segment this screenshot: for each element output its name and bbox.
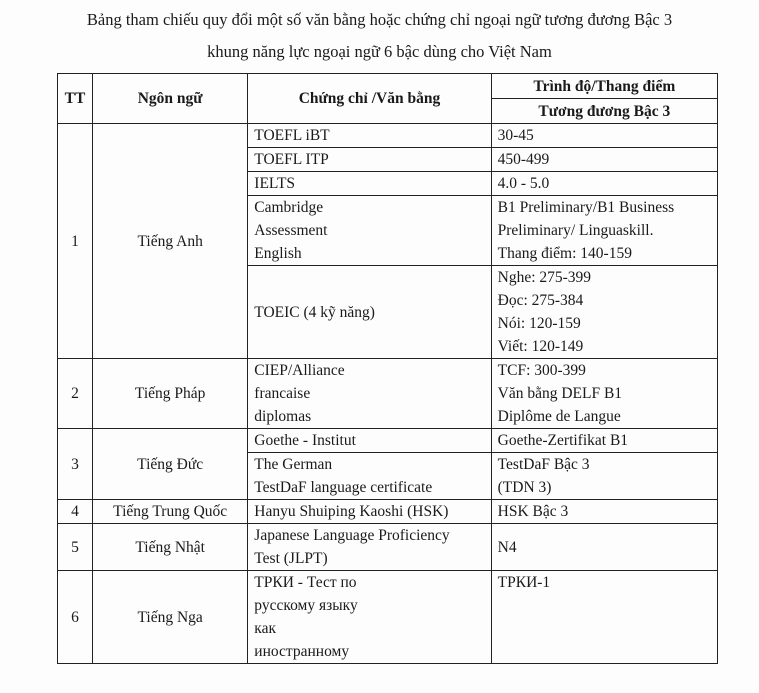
cell-language: Tiếng Nga (93, 571, 248, 664)
cell-certificate (248, 124, 491, 148)
level-line: 4.0 - 5.0 (497, 175, 550, 192)
equivalence-table (57, 73, 718, 664)
header-level-line-2: Tương đương Bậc 3 (491, 99, 717, 124)
level-line: Nói: 120-159 (497, 315, 581, 332)
level-line: TCF: 300-399 (497, 362, 586, 379)
cell-certificate (248, 500, 491, 524)
cell-certificate (248, 524, 491, 571)
certificate-line: Assessment (254, 222, 328, 239)
level-line: N4 (497, 538, 517, 556)
table-row (58, 571, 718, 664)
cell-certificate (248, 148, 491, 172)
level-line: B1 Preliminary/B1 Business (497, 199, 675, 216)
header-row (58, 74, 718, 99)
header-level-line-1: Trình độ/Thang điểm (491, 74, 717, 99)
certificate-line: IELTS (254, 175, 296, 192)
level-line: Nghe: 275-399 (497, 269, 592, 286)
certificate-line: Hanyu Shuiping Kaoshi (HSK) (254, 503, 449, 520)
level-line: 30-45 (497, 127, 534, 144)
cell-level (491, 172, 717, 196)
level-line: Goethe-Zertifikat B1 (497, 432, 629, 449)
table-row (58, 524, 718, 571)
cell-certificate (248, 453, 491, 500)
cell-language: Tiếng Trung Quốc (93, 500, 248, 524)
cell-language: Tiếng Nhật (93, 524, 248, 571)
cell-level (491, 359, 717, 429)
table-row (58, 124, 718, 148)
cell-level (491, 429, 717, 453)
level-line: HSK Bậc 3 (497, 503, 569, 520)
document-title-line-2: khung năng lực ngoại ngữ 6 bậc dùng cho Việt Nam (207, 42, 552, 61)
cell-tt: 2 (58, 359, 93, 429)
table-body (58, 124, 718, 664)
certificate-line: francaise (254, 385, 311, 402)
cell-level (491, 266, 717, 359)
cell-tt: 3 (58, 429, 93, 500)
level-line: 450-499 (497, 151, 550, 168)
table-row (58, 429, 718, 453)
cell-level (491, 500, 717, 524)
cell-tt: 4 (58, 500, 93, 524)
level-line: ТРКИ-1 (497, 574, 551, 591)
certificate-line: иностранному (254, 643, 350, 660)
certificate-line: русскому языку (254, 597, 358, 614)
cell-certificate (248, 359, 491, 429)
certificate-line: CIEP/Alliance (254, 362, 345, 379)
level-line: Viết: 120-149 (497, 338, 584, 355)
certificate-line: diplomas (254, 408, 312, 425)
cell-level (491, 148, 717, 172)
table-row (58, 359, 718, 429)
level-line: Thang điểm: 140-159 (497, 245, 632, 262)
cell-level (491, 453, 717, 500)
cell-tt: 1 (58, 124, 93, 359)
cell-level (491, 124, 717, 148)
level-line: Preliminary/ Linguaskill. (497, 222, 654, 239)
certificate-line: Cambridge (254, 199, 324, 216)
certificate-line: TOEFL iBT (254, 127, 330, 144)
certificate-line: Goethe - Institut (254, 432, 356, 449)
certificate-line: TestDaF language certificate (254, 479, 433, 496)
cell-certificate (248, 429, 491, 453)
document-title-line-1: Bảng tham chiếu quy đổi một số văn bằng hoặc chứng chỉ ngoại ngữ tương đương Bậc 3 (86, 10, 673, 29)
certificate-line: TOEIC (4 kỹ năng) (254, 303, 375, 321)
cell-tt: 6 (58, 571, 93, 664)
cell-level (491, 524, 717, 571)
certificate-line: ТРКИ - Тест по (254, 574, 357, 591)
header-language: Ngôn ngữ (93, 74, 248, 124)
header-tt: TT (58, 74, 93, 124)
certificate-line: TOEFL ITP (254, 151, 329, 168)
cell-level (491, 571, 717, 664)
level-line: Đọc: 275-384 (497, 292, 584, 309)
cell-level (491, 196, 717, 266)
cell-language: Tiếng Đức (93, 429, 248, 500)
cell-certificate (248, 196, 491, 266)
cell-certificate (248, 266, 491, 359)
level-line: Diplôme de Langue (497, 408, 621, 425)
certificate-line: Test (JLPT) (254, 550, 328, 567)
cell-certificate (248, 571, 491, 664)
certificate-line: The German (254, 456, 333, 473)
cell-language: Tiếng Anh (93, 124, 248, 359)
table-row (58, 500, 718, 524)
level-line: TestDaF Bậc 3 (497, 456, 590, 473)
header-certificate: Chứng chỉ /Văn bằng (248, 74, 491, 124)
cell-certificate (248, 172, 491, 196)
certificate-line: как (254, 620, 276, 637)
level-line: Văn bằng DELF B1 (497, 385, 623, 402)
level-line: (TDN 3) (497, 479, 552, 496)
certificate-line: English (254, 245, 302, 262)
cell-language: Tiếng Pháp (93, 359, 248, 429)
certificate-line: Japanese Language Proficiency (254, 527, 450, 544)
cell-tt: 5 (58, 524, 93, 571)
